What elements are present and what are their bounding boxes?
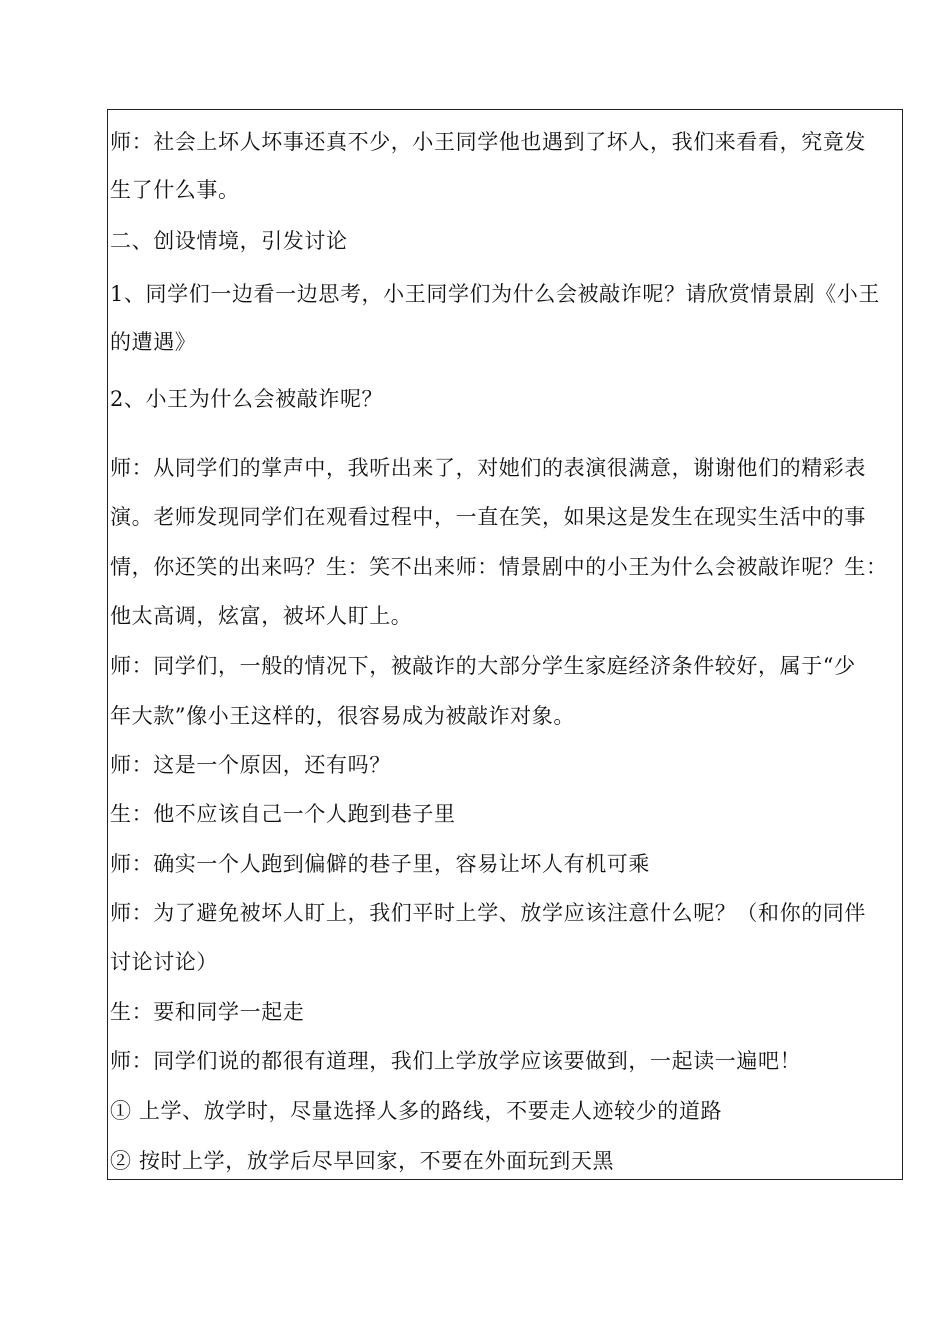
text-line: 生：要和同学一起走	[110, 1000, 305, 1024]
text-line: 师：同学们，一般的情况下，被敲诈的大部分学生家庭经济条件较好，属于“少	[110, 654, 856, 678]
text-line: 师：确实一个人跑到偏僻的巷子里，容易让坏人有机可乘	[110, 852, 650, 876]
text-line: 师：社会上坏人坏事还真不少，小王同学他也遇到了坏人，我们来看看，究竟发	[110, 130, 866, 154]
text-line: 师：为了避免被坏人盯上，我们平时上学、放学应该注意什么呢？（和你的同伴	[110, 901, 866, 925]
text-line: 演。老师发现同学们在观看过程中，一直在笑，如果这是发生在现实生活中的事	[110, 505, 866, 529]
text-line: 他太高调，炫富，被坏人盯上。	[110, 604, 413, 628]
text-line: 情，你还笑的出来吗？生：笑不出来师：情景剧中的小王为什么会被敲诈呢？生：	[110, 555, 888, 579]
text-line: 师：从同学们的掌声中，我听出来了，对她们的表演很满意，谢谢他们的精彩表	[110, 456, 866, 480]
list-item: ① 上学、放学时，尽量选择人多的路线，不要走人迹较少的道路	[110, 1099, 723, 1123]
text-line: 师：同学们说的都很有道理，我们上学放学应该要做到，一起读一遍吧！	[110, 1049, 802, 1073]
text-line: 2、小王为什么会被敲诈呢？	[110, 387, 384, 411]
text-line: 生：他不应该自己一个人跑到巷子里	[110, 802, 456, 826]
text-line: 的遭遇》	[110, 330, 197, 354]
text-line: 年大款”像小王这样的，很容易成为被敲诈对象。	[110, 704, 575, 728]
cell-border-left-segment	[107, 362, 108, 432]
text-line: 师：这是一个原因，还有吗？	[110, 753, 391, 777]
text-line: 讨论讨论）	[110, 950, 218, 974]
text-line: 生了什么事。	[110, 178, 240, 202]
cell-border-right-segment	[902, 362, 903, 432]
section-heading: 二、创设情境，引发讨论	[110, 229, 348, 253]
list-item: ② 按时上学，放学后尽早回家，不要在外面玩到天黑	[110, 1149, 615, 1173]
text-line: 1、同学们一边看一边思考，小王同学们为什么会被敲诈呢？请欣赏情景剧《小王	[110, 282, 880, 306]
